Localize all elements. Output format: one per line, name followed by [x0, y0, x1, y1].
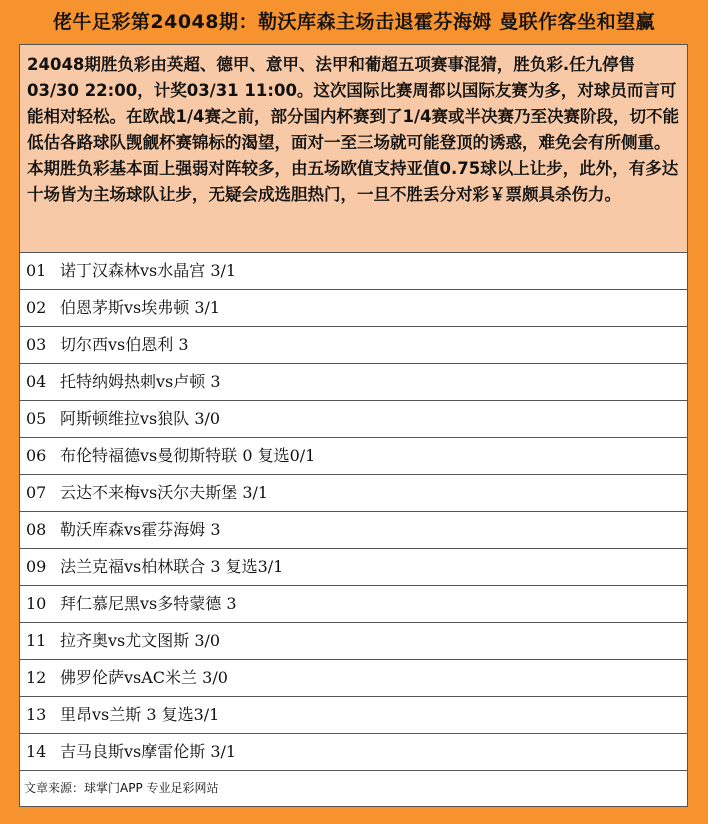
match-row — [20, 327, 687, 364]
match-row — [20, 734, 687, 771]
match-pick: 勒沃库森vs霍芬海姆 3 — [60, 520, 221, 539]
intro-paragraph: 24048期胜负彩由英超、德甲、意甲、法甲和葡超五项赛事混猜，胜负彩.任九停售03/30 22:00，计奖03/31 11:00。这次国际比赛周都以国际友赛为多，对球员而言可能相对轻松。在欧战1/4赛之前，部分国内杯赛到了1/4赛或半决赛乃至决赛阶段，切不能低估各路球队觊觎杯赛锦标的渴望，面对一至三场就可能登顶的诱惑，难免会有所侧重。本期胜负彩基本面上强弱对阵较多，由五场欧值支持亚值0.75球以上让步，此外，有多达十场皆为主场球队让步，无疑会成选胆热门，一旦不胜丢分对彩￥票颇具杀伤力。 — [20, 45, 687, 253]
match-number: 03 — [26, 335, 47, 354]
match-number: 05 — [26, 409, 47, 428]
match-row — [20, 697, 687, 734]
match-row — [20, 549, 687, 586]
match-row — [20, 401, 687, 438]
source-footer: 文章来源：球掌门APP 专业足彩网站 — [24, 781, 219, 795]
match-pick: 拜仁慕尼黑vs多特蒙德 3 — [60, 594, 237, 613]
match-number: 11 — [26, 631, 47, 650]
match-number: 06 — [26, 446, 47, 465]
match-number: 08 — [26, 520, 47, 539]
match-row — [20, 290, 687, 327]
match-row — [20, 475, 687, 512]
match-number: 01 — [26, 261, 47, 280]
match-pick: 布伦特福德vs曼彻斯特联 0 复选0/1 — [60, 446, 316, 465]
match-row — [20, 512, 687, 549]
match-pick: 托特纳姆热刺vs卢顿 3 — [60, 372, 221, 391]
match-pick: 诺丁汉森林vs水晶宫 3/1 — [60, 261, 237, 280]
match-row — [20, 364, 687, 401]
match-number: 07 — [26, 483, 47, 502]
match-row — [20, 253, 687, 290]
match-pick: 吉马良斯vs摩雷伦斯 3/1 — [60, 742, 237, 761]
match-pick: 拉齐奥vs尤文图斯 3/0 — [60, 631, 221, 650]
match-pick: 佛罗伦萨vsAC米兰 3/0 — [60, 668, 228, 687]
match-pick: 里昂vs兰斯 3 复选3/1 — [60, 705, 220, 724]
match-number: 14 — [26, 742, 47, 761]
match-pick: 阿斯顿维拉vs狼队 3/0 — [60, 409, 221, 428]
match-number: 09 — [26, 557, 47, 576]
match-row — [20, 438, 687, 475]
match-row — [20, 623, 687, 660]
match-number: 12 — [26, 668, 47, 687]
match-number: 10 — [26, 594, 47, 613]
page-title: 佬牛足彩第24048期：勒沃库森主场击退霍芬海姆 曼联作客坐和望赢 — [52, 11, 656, 33]
match-row — [20, 660, 687, 697]
match-pick: 切尔西vs伯恩利 3 — [60, 335, 189, 354]
match-number: 13 — [26, 705, 47, 724]
match-pick: 伯恩茅斯vs埃弗顿 3/1 — [60, 298, 221, 317]
match-pick: 云达不来梅vs沃尔夫斯堡 3/1 — [60, 483, 269, 502]
content-card — [19, 44, 688, 807]
match-row — [20, 586, 687, 623]
match-pick: 法兰克福vs柏林联合 3 复选3/1 — [60, 557, 284, 576]
match-number: 04 — [26, 372, 47, 391]
match-list — [20, 253, 687, 771]
match-number: 02 — [26, 298, 47, 317]
